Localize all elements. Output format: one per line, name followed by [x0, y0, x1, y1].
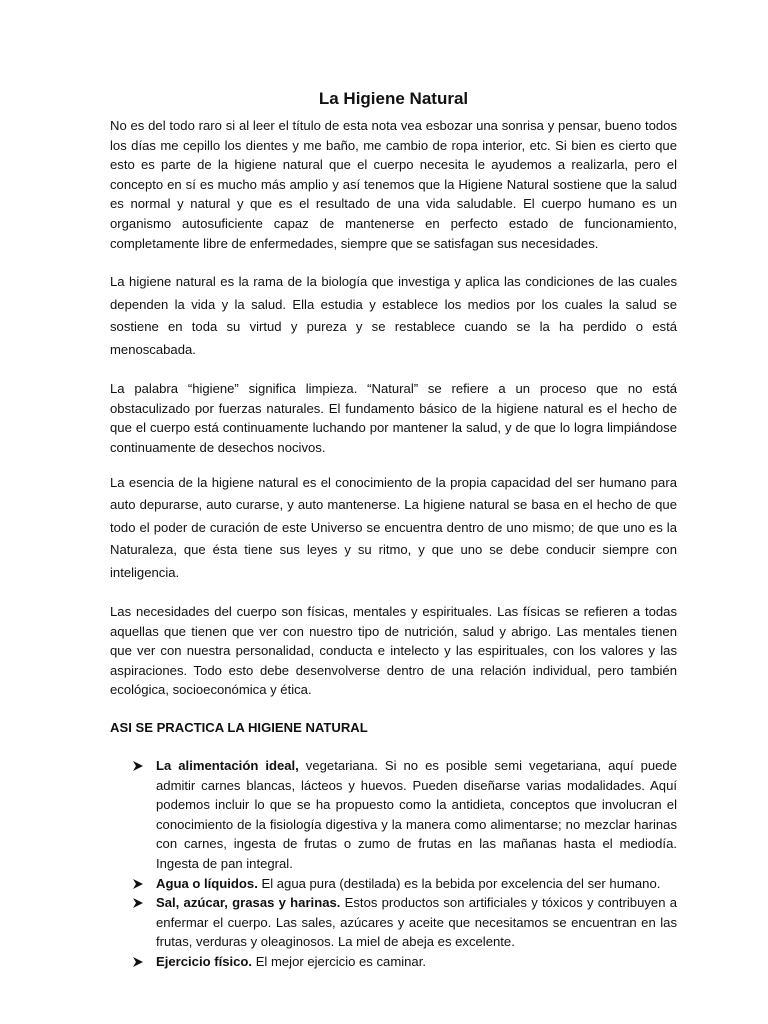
list-item-ejercicio: [110, 952, 677, 972]
paragraph-intro: No es del todo raro si al leer el título de esta nota vea esbozar una sonrisa y pensar, bueno todos los días me cepillo los dientes y me baño, me cambio de ropa interior, etc. Si bien es cierto que esto es parte de la higiene natural que el cuerpo necesita le ayudemos a realizarla, pero el concepto en sí es mucho más amplio y así tenemos que la Higiene Natural sostiene que la salud es normal y natural y que es el resultado de una vida saludable. El cuerpo humano es un organismo autosuficiente capaz de mantenerse en perfecto estado de funcionamiento, completamente libre de enfermedades, siempre que se satisfagan sus necesidades.: [110, 118, 677, 251]
list-item-alimentacion: [110, 756, 677, 874]
list-item-agua: [110, 874, 677, 894]
practice-list: [110, 756, 677, 972]
bullet-text: Estos productos son artificiales y tóxicos y contribuyen a enfermar el cuerpo. Las sales, azúcares y aceite que necesitamos se encuentran en las frutas, verduras y oleaginosos. La miel de abeja es excelente.: [156, 895, 678, 950]
paragraph-needs: Las necesidades del cuerpo son físicas, mentales y espirituales. Las físicas se refieren a todas aquellas que tienen que ver con nuestro tipo de nutrición, salud y abrigo. Las mentales tienen que ver con nuestra personalidad, conducta e intelecto y las espirituales, con los valores y las aspiraciones. Todo esto debe desenvolverse dentro de una relación individual, pero también ecológica, socioeconómica y ética.: [110, 604, 677, 698]
document-page: [110, 88, 677, 972]
bullet-term: Agua o líquidos.: [156, 875, 258, 891]
list-item-sal-azucar: [110, 893, 677, 952]
section-heading: ASI SE PRACTICA LA HIGIENE NATURAL: [110, 720, 368, 735]
paragraph-word-meaning: La palabra “higiene” significa limpieza. “Natural” se refiere a un proceso que no está obstaculizado por fuerzas naturales. El fundamento básico de la higiene natural es el hecho de que el cuerpo está continuamente luchando por mantener la salud, y de que lo logra limpiándose continuamente de desechos nocivos.: [110, 381, 677, 455]
document-title: La Higiene Natural: [318, 89, 469, 108]
bullet-term: Ejercicio físico.: [156, 953, 253, 969]
bullet-term: Sal, azúcar, grasas y harinas.: [156, 895, 341, 911]
bullet-text: El agua pura (destilada) es la bebida por excelencia del ser humano.: [257, 875, 661, 891]
arrowhead-bullet-icon: [132, 760, 144, 772]
arrowhead-bullet-icon: [132, 878, 144, 890]
paragraph-definition: La higiene natural es la rama de la biología que investiga y aplica las condiciones de las cuales dependen la vida y la salud. Ella estudia y establece los medios por los cuales la salud se sostiene en toda su virtud y pureza y se restablece cuando se la ha perdido o está menoscabada.: [110, 274, 677, 357]
bullet-text: El mejor ejercicio es caminar.: [252, 953, 426, 969]
arrowhead-bullet-icon: [132, 897, 144, 909]
arrowhead-bullet-icon: [132, 956, 144, 968]
bullet-term: La alimentación ideal,: [156, 758, 299, 773]
paragraph-essence: La esencia de la higiene natural es el conocimiento de la propia capacidad del ser humano para auto depurarse, auto curarse, y auto mantenerse. La higiene natural se basa en el hecho de que todo el poder de curación de este Universo se encuentra dentro de uno mismo; de que uno es la Naturaleza, que ésta tiene sus leyes y su ritmo, y que uno se debe conducir siempre con inteligencia.: [110, 474, 677, 580]
bullet-text: vegetariana. Si no es posible semi vegetariana, aquí puede admitir carnes blancas, lácteos y huevos. Pueden diseñarse varias modalidades. Aquí podemos incluir lo que se ha propuesto como la antidieta, conceptos que involucran el conocimiento de la fisiología digestiva y la manera como alimentarse; no mezclar harinas con carnes, ingesta de frutas o zumo de frutas en las mañanas hasta el mediodía. Ingesta de pan integral.: [156, 758, 677, 871]
